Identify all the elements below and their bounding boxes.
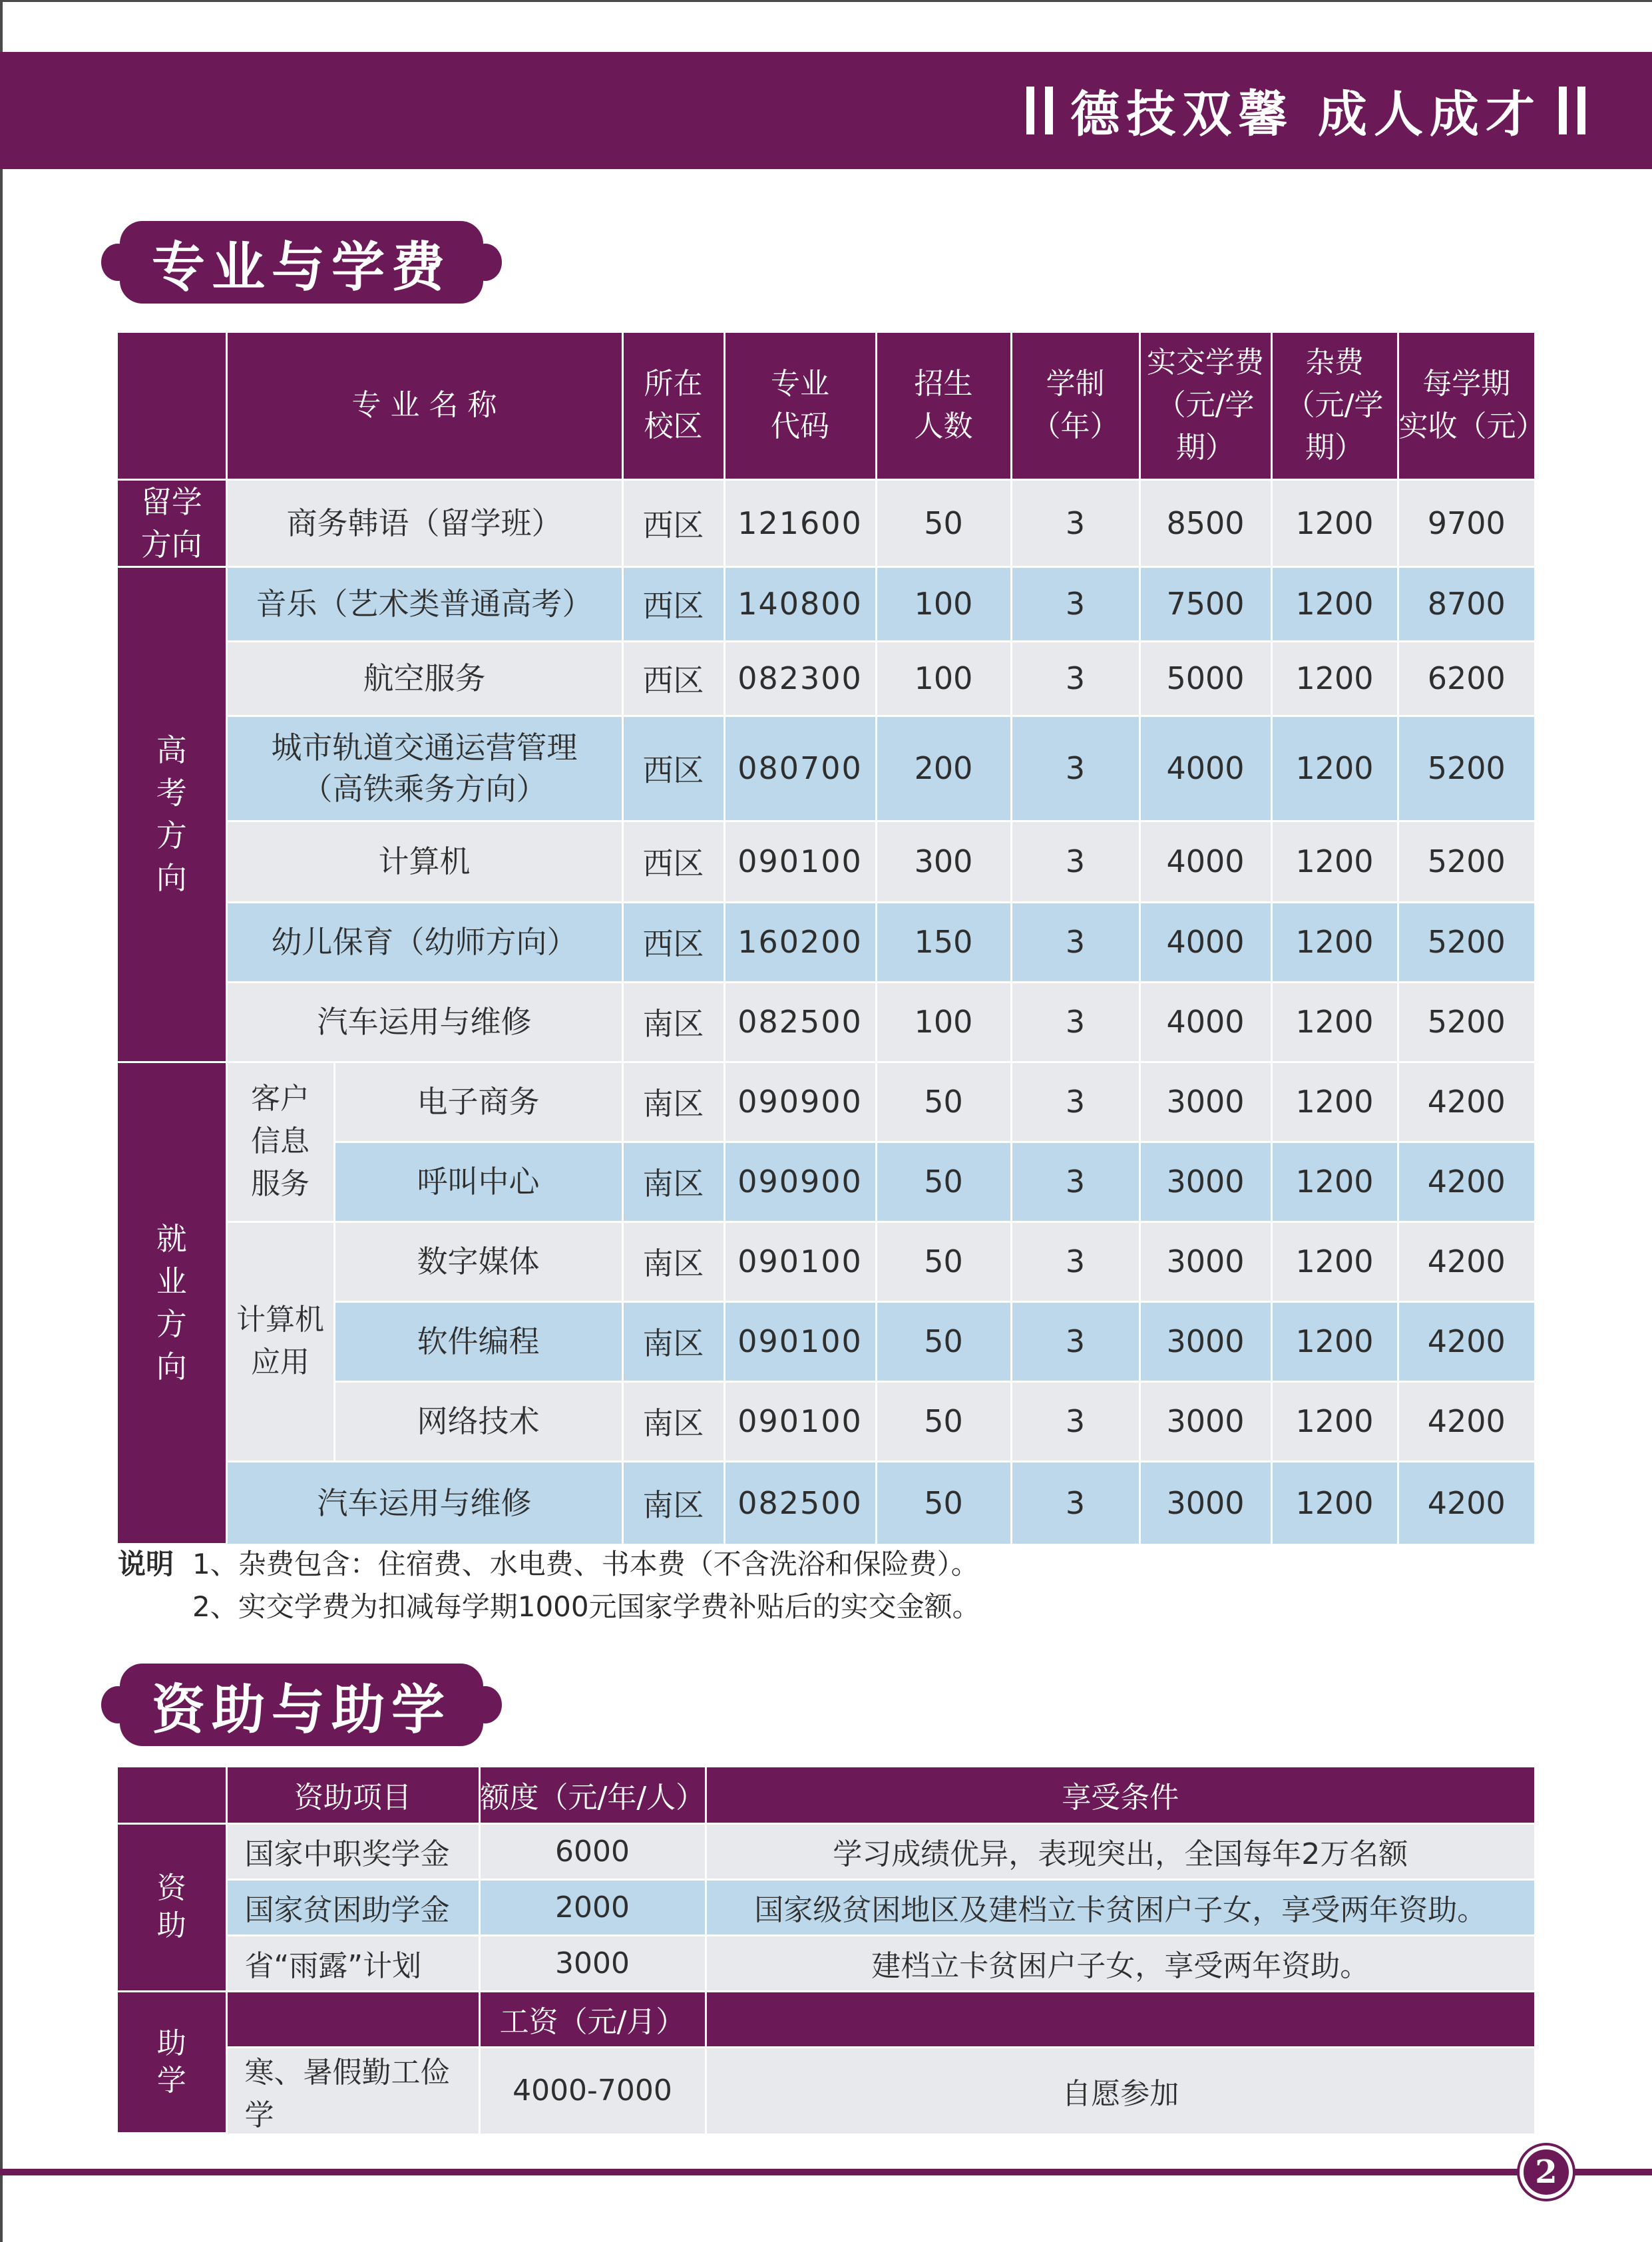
group-gaokao	[118, 566, 226, 1062]
table-row	[118, 1222, 1534, 1301]
group-employment-char3: 方	[156, 1306, 187, 1342]
cell-misc: 1200	[1271, 982, 1398, 1062]
section-tab-aid	[120, 1664, 483, 1746]
cell-years: 3	[1011, 641, 1139, 716]
cell-name: 软件编程	[334, 1301, 622, 1381]
table-row	[118, 479, 1534, 566]
cell-tuition: 3000	[1139, 1461, 1271, 1544]
cell-enroll: 50	[876, 479, 1011, 566]
work-side-char1: 助	[156, 2026, 186, 2060]
cell-tuition: 4000	[1139, 982, 1271, 1062]
cell-tuition: 4000	[1139, 716, 1271, 821]
double-bar-left-icon	[1026, 87, 1053, 134]
table-row	[118, 566, 1534, 641]
cell-enroll: 50	[876, 1461, 1011, 1544]
cell-years: 3	[1011, 1142, 1139, 1222]
cell-misc: 1200	[1271, 1461, 1398, 1544]
header-slogan	[1026, 52, 1585, 169]
aid-header-amount: 额度（元/年/人）	[479, 1767, 706, 1823]
work-side-label	[118, 1991, 226, 2133]
cell-name: 音乐（艺术类普通高考）	[226, 566, 622, 641]
cell-total: 9700	[1398, 479, 1534, 566]
work-header-blank	[226, 1991, 479, 2047]
fee-table	[118, 333, 1546, 1545]
cell-misc: 1200	[1271, 1381, 1398, 1461]
header-code-line1: 专业	[771, 367, 829, 401]
group-study-abroad	[118, 479, 226, 566]
header-enroll	[876, 333, 1011, 479]
header-misc-line2: （元/学期）	[1285, 388, 1384, 465]
cell-enroll: 150	[876, 902, 1011, 982]
page-number: 2	[1520, 2145, 1573, 2199]
cell-total: 4200	[1398, 1301, 1534, 1381]
cell-misc: 1200	[1271, 1222, 1398, 1301]
aid-condition: 学习成绩优异，表现突出，全国每年2万名额	[706, 1823, 1534, 1879]
cell-total: 4200	[1398, 1062, 1534, 1142]
aid-header-item: 资助项目	[226, 1767, 479, 1823]
section-tab-fees	[120, 221, 483, 304]
header-misc-line1: 杂费	[1305, 345, 1364, 380]
section-title-fees: 专业与学费	[152, 235, 451, 298]
cell-total: 6200	[1398, 641, 1534, 716]
cell-enroll: 100	[876, 641, 1011, 716]
cell-name: 呼叫中心	[334, 1142, 622, 1222]
cell-years: 3	[1011, 821, 1139, 902]
subgroup-computer-line2: 应用	[251, 1345, 310, 1379]
work-row	[118, 2047, 1534, 2133]
header-total-line2: 实收（元）	[1398, 409, 1546, 444]
work-header-wage: 工资（元/月）	[479, 1991, 706, 2047]
aid-amount: 3000	[479, 1935, 706, 1991]
header-campus	[622, 333, 724, 479]
cell-total: 5200	[1398, 902, 1534, 982]
header-tuition	[1139, 333, 1271, 479]
cell-campus: 西区	[622, 716, 724, 821]
group-gaokao-char4: 向	[156, 860, 187, 896]
subgroup-computer-application	[226, 1222, 334, 1461]
header-total-line1: 每学期	[1422, 367, 1511, 401]
cell-tuition: 3000	[1139, 1301, 1271, 1381]
cell-enroll: 100	[876, 982, 1011, 1062]
cell-code: 090900	[724, 1062, 876, 1142]
header-band	[0, 52, 1652, 169]
table-row	[118, 902, 1534, 982]
work-item: 寒、暑假勤工俭学	[226, 2047, 479, 2133]
work-condition: 自愿参加	[706, 2047, 1534, 2133]
subgroup-customer-line2: 信息	[251, 1124, 310, 1158]
cell-years: 3	[1011, 982, 1139, 1062]
cell-enroll: 100	[876, 566, 1011, 641]
cell-total: 5200	[1398, 982, 1534, 1062]
cell-name: 数字媒体	[334, 1222, 622, 1301]
cell-tuition: 7500	[1139, 566, 1271, 641]
cell-years: 3	[1011, 566, 1139, 641]
table-row	[118, 716, 1534, 821]
aid-header-row	[118, 1767, 1534, 1823]
cell-misc: 1200	[1271, 479, 1398, 566]
cell-name: 汽车运用与维修	[226, 982, 622, 1062]
aid-side-char2: 助	[156, 1908, 186, 1942]
cell-misc: 1200	[1271, 902, 1398, 982]
cell-total: 4200	[1398, 1461, 1534, 1544]
group-employment-char2: 业	[156, 1263, 187, 1299]
subgroup-customer-service	[226, 1062, 334, 1222]
cell-misc: 1200	[1271, 1301, 1398, 1381]
table-row	[118, 1062, 1534, 1142]
cell-name: 电子商务	[334, 1062, 622, 1142]
notes-line2: 2、实交学费为扣减每学期1000元国家学费补贴后的实交金额。	[192, 1590, 980, 1623]
aid-condition: 建档立卡贫困户子女，享受两年资助。	[706, 1935, 1534, 1991]
cell-enroll: 50	[876, 1062, 1011, 1142]
aid-header-corner	[118, 1767, 226, 1823]
cell-tuition: 3000	[1139, 1062, 1271, 1142]
cell-campus: 南区	[622, 1062, 724, 1142]
table-row	[118, 1461, 1534, 1544]
cell-code: 160200	[724, 902, 876, 982]
work-header-blank2	[706, 1991, 1534, 2047]
aid-condition: 国家级贫困地区及建档立卡贫困户子女，享受两年资助。	[706, 1879, 1534, 1935]
cell-name: 幼儿保育（幼师方向）	[226, 902, 622, 982]
table-row	[118, 821, 1534, 902]
aid-table-container	[118, 1767, 1534, 2132]
cell-total: 5200	[1398, 821, 1534, 902]
cell-name: 航空服务	[226, 641, 622, 716]
cell-code: 090100	[724, 821, 876, 902]
group-employment-char1: 就	[156, 1221, 187, 1257]
cell-misc: 1200	[1271, 1062, 1398, 1142]
cell-total: 8700	[1398, 566, 1534, 641]
header-total	[1398, 333, 1546, 479]
cell-campus: 西区	[622, 479, 724, 566]
cell-misc: 1200	[1271, 821, 1398, 902]
cell-years: 3	[1011, 902, 1139, 982]
cell-campus: 西区	[622, 902, 724, 982]
cell-code: 082500	[724, 1461, 876, 1544]
cell-enroll: 50	[876, 1142, 1011, 1222]
aid-side-char1: 资	[156, 1871, 186, 1905]
cell-campus: 西区	[622, 641, 724, 716]
cell-years: 3	[1011, 1381, 1139, 1461]
table-row	[118, 982, 1534, 1062]
cell-name: 计算机	[226, 821, 622, 902]
cell-misc: 1200	[1271, 1142, 1398, 1222]
header-years-line1: 学制	[1046, 367, 1105, 401]
page-frame-left	[0, 0, 3, 2242]
cell-misc: 1200	[1271, 566, 1398, 641]
notes-text1: 1、杂费包含：住宿费、水电费、书本费（不含洗浴和保险费）。	[192, 1548, 979, 1580]
fee-table-container	[118, 333, 1546, 1531]
cell-campus: 西区	[622, 821, 724, 902]
cell-code: 090100	[724, 1301, 876, 1381]
footer-line	[0, 2169, 1652, 2175]
cell-tuition: 3000	[1139, 1142, 1271, 1222]
header-campus-line1: 所在	[644, 367, 703, 401]
cell-enroll: 50	[876, 1222, 1011, 1301]
table-header-row	[118, 333, 1534, 479]
page-frame-top	[0, 0, 1652, 2]
header-campus-line2: 校区	[644, 409, 703, 444]
cell-code: 090100	[724, 1381, 876, 1461]
cell-years: 3	[1011, 1222, 1139, 1301]
group-study-abroad-line1: 留学	[140, 483, 202, 520]
notes	[118, 1543, 980, 1628]
cell-total: 5200	[1398, 716, 1534, 821]
header-enroll-line1: 招生	[914, 367, 973, 401]
aid-amount: 2000	[479, 1879, 706, 1935]
cell-enroll: 50	[876, 1301, 1011, 1381]
subgroup-computer-line1: 计算机	[236, 1303, 324, 1337]
work-header-row	[118, 1991, 1534, 2047]
header-code	[724, 333, 876, 479]
cell-enroll: 200	[876, 716, 1011, 821]
cell-code: 090100	[724, 1222, 876, 1301]
cell-campus: 西区	[622, 566, 724, 641]
cell-name: 汽车运用与维修	[226, 1461, 622, 1544]
group-employment-char4: 向	[156, 1349, 187, 1385]
aid-item: 国家贫困助学金	[226, 1879, 479, 1935]
header-major-name-text: 专 业 名 称	[351, 388, 497, 423]
cell-total: 4200	[1398, 1222, 1534, 1301]
aid-row	[118, 1935, 1534, 1991]
cell-code: 082300	[724, 641, 876, 716]
slogan-text: 德技双馨 成人成才	[1070, 86, 1542, 143]
double-bar-right-icon	[1559, 87, 1585, 134]
cell-campus: 南区	[622, 1222, 724, 1301]
notes-line1	[118, 1543, 980, 1586]
cell-code: 080700	[724, 716, 876, 821]
cell-misc: 1200	[1271, 716, 1398, 821]
aid-amount: 6000	[479, 1823, 706, 1879]
header-code-line2: 代码	[771, 409, 829, 444]
cell-years: 3	[1011, 1461, 1139, 1544]
cell-enroll: 50	[876, 1381, 1011, 1461]
cell-name-line2: （高铁乘务方向）	[302, 771, 547, 807]
cell-code: 090900	[724, 1142, 876, 1222]
cell-tuition: 4000	[1139, 821, 1271, 902]
notes-label: 说明	[118, 1548, 174, 1580]
section-title-aid: 资助与助学	[152, 1678, 451, 1741]
cell-years: 3	[1011, 716, 1139, 821]
cell-total: 4200	[1398, 1142, 1534, 1222]
cell-code: 121600	[724, 479, 876, 566]
cell-misc: 1200	[1271, 641, 1398, 716]
aid-item: 省“雨露”计划	[226, 1935, 479, 1991]
cell-code: 140800	[724, 566, 876, 641]
cell-total: 4200	[1398, 1381, 1534, 1461]
header-corner	[118, 333, 226, 479]
group-gaokao-char3: 方	[156, 817, 187, 853]
cell-name: 网络技术	[334, 1381, 622, 1461]
cell-enroll: 300	[876, 821, 1011, 902]
cell-years: 3	[1011, 1062, 1139, 1142]
cell-years: 3	[1011, 1301, 1139, 1381]
group-study-abroad-line2: 方向	[140, 526, 202, 562]
header-years	[1011, 333, 1139, 479]
header-major-name	[226, 333, 622, 479]
group-employment	[118, 1062, 226, 1544]
aid-item: 国家中职奖学金	[226, 1823, 479, 1879]
cell-code: 082500	[724, 982, 876, 1062]
cell-campus: 南区	[622, 1381, 724, 1461]
cell-campus: 南区	[622, 1461, 724, 1544]
cell-tuition: 3000	[1139, 1222, 1271, 1301]
header-misc	[1271, 333, 1398, 479]
cell-tuition: 3000	[1139, 1381, 1271, 1461]
header-years-line2: （年）	[1031, 409, 1120, 444]
aid-row	[118, 1879, 1534, 1935]
group-gaokao-char1: 高	[156, 732, 187, 768]
aid-side-label	[118, 1823, 226, 1991]
table-row	[118, 641, 1534, 716]
cell-tuition: 5000	[1139, 641, 1271, 716]
header-tuition-line1: 实交学费	[1147, 345, 1264, 380]
cell-campus: 南区	[622, 982, 724, 1062]
aid-table	[118, 1767, 1534, 2134]
subgroup-customer-line3: 服务	[251, 1167, 310, 1201]
header-enroll-line2: 人数	[914, 409, 973, 444]
subgroup-customer-line1: 客户	[251, 1082, 310, 1116]
group-gaokao-char2: 考	[156, 775, 187, 811]
work-amount: 4000-7000	[479, 2047, 706, 2133]
work-side-char2: 学	[156, 2063, 186, 2098]
cell-campus: 南区	[622, 1301, 724, 1381]
cell-campus: 南区	[622, 1142, 724, 1222]
cell-name	[226, 716, 622, 821]
cell-name-line1: 城市轨道交通运营管理	[271, 730, 578, 766]
header-tuition-line2: （元/学期）	[1156, 388, 1255, 465]
cell-years: 3	[1011, 479, 1139, 566]
aid-row	[118, 1823, 1534, 1879]
aid-header-condition: 享受条件	[706, 1767, 1534, 1823]
cell-name: 商务韩语（留学班）	[226, 479, 622, 566]
cell-tuition: 8500	[1139, 479, 1271, 566]
cell-tuition: 4000	[1139, 902, 1271, 982]
